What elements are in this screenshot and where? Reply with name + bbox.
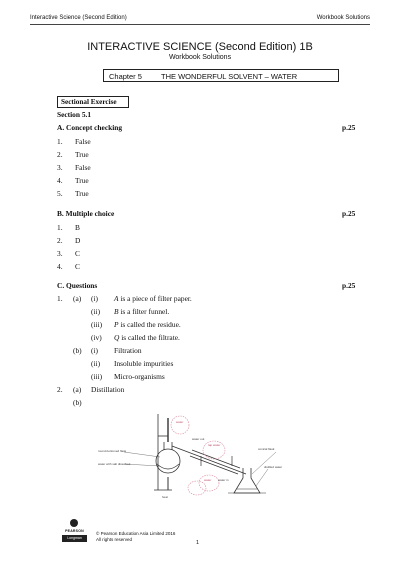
answer-text: True: [75, 176, 89, 185]
pearson-logo: [62, 519, 87, 545]
list-item: (i): [91, 346, 98, 355]
question-number: 1.: [57, 294, 63, 303]
answer-text: Micro-organisms: [114, 372, 165, 381]
page-number: 1: [196, 540, 200, 546]
sub-question-label: (b): [73, 398, 82, 407]
answer-text: A is a piece of filter paper.: [114, 294, 192, 303]
label-salt-water: water with salt dissolved: [98, 462, 131, 466]
answer-text: True: [75, 189, 89, 198]
chapter-name: THE WONDERFUL SOLVENT – WATER: [161, 71, 298, 81]
header-left-text: Interactive Science (Second Edition): [30, 15, 127, 21]
label-heat: heat: [162, 495, 168, 499]
sectional-exercise-box: [57, 96, 129, 108]
part-b-page: p.25: [342, 209, 356, 218]
label-pink: tap water: [208, 443, 221, 447]
annotation-circle: [188, 481, 206, 495]
page-subtitle: Workbook Solutions: [168, 54, 232, 61]
logo-subtext: Longman: [62, 535, 87, 542]
list-item: 5.: [57, 189, 63, 198]
list-item: 2.: [57, 236, 63, 245]
part-c-heading: C. Questions: [57, 281, 98, 290]
list-item: (iii): [91, 372, 103, 381]
label-water-in: water in: [218, 478, 229, 482]
list-item: (ii): [91, 307, 101, 316]
condenser-inner: [172, 446, 246, 474]
annotation-circle: [171, 416, 189, 434]
distillation-diagram: [98, 408, 298, 503]
list-item: 1.: [57, 223, 63, 232]
list-item: 3.: [57, 249, 63, 258]
header-right-text: Workbook Solutions: [316, 15, 370, 21]
answer-text: D: [75, 236, 81, 245]
list-item: 4.: [57, 176, 63, 185]
chapter-number: Chapter 5: [109, 71, 142, 81]
answer-text: C: [75, 262, 80, 271]
answer-text: B: [75, 223, 80, 232]
page-title: INTERACTIVE SCIENCE (Second Edition) 1B: [87, 41, 313, 53]
list-item: 4.: [57, 262, 63, 271]
list-item: 1.: [57, 137, 63, 146]
footer-copyright: © Pearson Education Asia Limited 2016 All rights reserved: [96, 531, 176, 542]
question-number: 2.: [57, 385, 63, 394]
answer-text: P is called the residue.: [114, 320, 181, 329]
sub-question-label: (a): [73, 294, 82, 303]
sectional-exercise-label: Sectional Exercise: [61, 97, 117, 106]
answer-text: False: [75, 137, 91, 146]
answer-text: Distillation: [91, 385, 125, 394]
label-round-bottomed-flask: round-bottomed flask: [98, 449, 127, 453]
list-item: (iv): [91, 333, 102, 342]
sub-question-label: (a): [73, 385, 82, 394]
answer-text: C: [75, 249, 80, 258]
part-b-heading: B. Multiple choice: [57, 209, 115, 218]
logo-text: PEARSON: [65, 529, 84, 533]
answer-text: False: [75, 163, 91, 172]
list-item: 2.: [57, 150, 63, 159]
answer-text: B is a filter funnel.: [114, 307, 170, 316]
part-a-heading: A. Concept checking: [57, 123, 123, 132]
list-item: 3.: [57, 163, 63, 172]
answer-text: Filtration: [114, 346, 142, 355]
label-distilled-water: distilled water: [264, 465, 283, 469]
chapter-box: [103, 69, 339, 82]
list-item: (iii): [91, 320, 103, 329]
label-pink: water: [176, 420, 184, 424]
label-pink: water: [204, 478, 212, 482]
label-conical-flask: conical flask: [258, 447, 275, 451]
section-heading: Section 5.1: [57, 110, 92, 119]
list-item: (ii): [91, 359, 101, 368]
answer-text: True: [75, 150, 89, 159]
list-item: (i): [91, 294, 98, 303]
answer-text: Insoluble impurities: [114, 359, 174, 368]
label-water-out: water out: [192, 437, 205, 441]
round-bottomed-flask: [156, 449, 180, 473]
liquid-level: [157, 464, 179, 469]
sub-question-label: (b): [73, 346, 82, 355]
logo-emblem: [70, 519, 78, 527]
answer-text: Q is called the filtrate.: [114, 333, 180, 342]
part-a-page: p.25: [342, 123, 356, 132]
page-header: [30, 12, 370, 25]
part-c-page: p.25: [342, 281, 356, 290]
